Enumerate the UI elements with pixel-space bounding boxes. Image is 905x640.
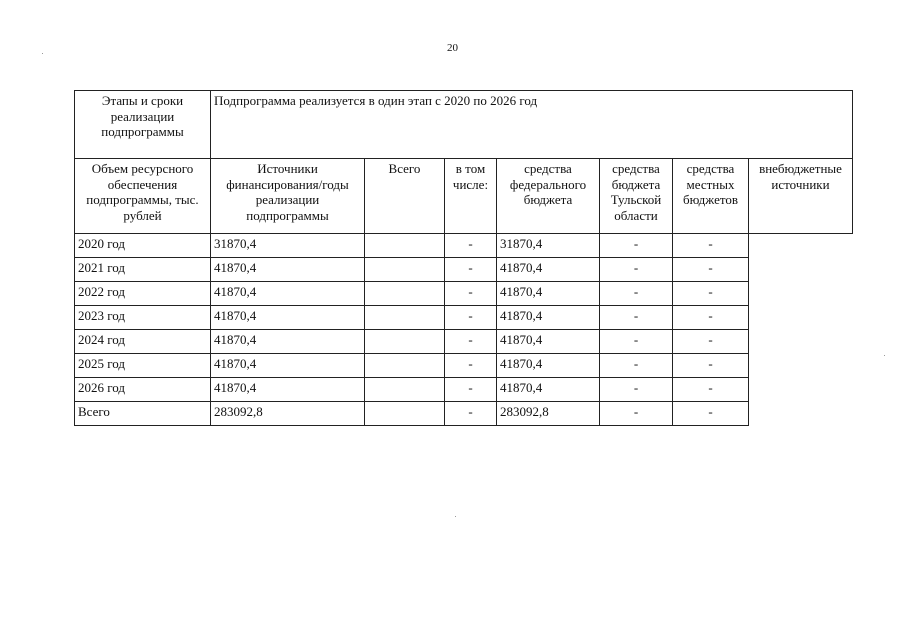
extrabudgetary-cell: - — [673, 234, 749, 258]
header-regional: средства бюджета Тульской области — [600, 159, 673, 234]
federal-cell: - — [445, 402, 497, 426]
stages-label: Этапы и сроки реализации подпрограммы — [75, 91, 211, 159]
header-total: Всего — [365, 159, 445, 234]
funding-row — [75, 354, 853, 378]
year-cell: 2022 год — [75, 282, 211, 306]
funding-row — [75, 378, 853, 402]
stages-row — [75, 91, 853, 159]
local-cell: - — [600, 378, 673, 402]
extrabudgetary-cell: - — [673, 258, 749, 282]
funding-row — [75, 330, 853, 354]
year-cell: 2023 год — [75, 306, 211, 330]
header-federal: средства федерального бюджета — [497, 159, 600, 234]
year-cell: 2020 год — [75, 234, 211, 258]
federal-cell: - — [445, 258, 497, 282]
local-cell: - — [600, 330, 673, 354]
regional-cell: 41870,4 — [497, 330, 600, 354]
including-cell — [365, 258, 445, 282]
scan-speck — [884, 355, 885, 356]
stages-value: Подпрограмма реализуется в один этап с 2020 по 2026 год — [211, 91, 853, 159]
year-cell: 2024 год — [75, 330, 211, 354]
extrabudgetary-cell: - — [673, 402, 749, 426]
year-cell: 2026 год — [75, 378, 211, 402]
extrabudgetary-cell: - — [673, 306, 749, 330]
federal-cell: - — [445, 378, 497, 402]
local-cell: - — [600, 282, 673, 306]
total-cell: 41870,4 — [211, 282, 365, 306]
year-cell: 2021 год — [75, 258, 211, 282]
extrabudgetary-cell: - — [673, 354, 749, 378]
including-cell — [365, 282, 445, 306]
header-sources: Источники финансирования/годы реализации подпрограммы — [211, 159, 365, 234]
regional-cell: 41870,4 — [497, 378, 600, 402]
scan-speck — [42, 53, 43, 54]
funding-row — [75, 282, 853, 306]
local-cell: - — [600, 402, 673, 426]
regional-cell: 41870,4 — [497, 282, 600, 306]
extrabudgetary-cell: - — [673, 378, 749, 402]
federal-cell: - — [445, 330, 497, 354]
total-cell: 283092,8 — [211, 402, 365, 426]
including-cell — [365, 402, 445, 426]
regional-cell: 41870,4 — [497, 258, 600, 282]
local-cell: - — [600, 234, 673, 258]
funding-row — [75, 258, 853, 282]
header-extrabudgetary: внебюджетные источники — [749, 159, 853, 234]
local-cell: - — [600, 354, 673, 378]
regional-cell: 31870,4 — [497, 234, 600, 258]
header-local: средства местных бюджетов — [673, 159, 749, 234]
subprogram-passport-table — [74, 90, 853, 426]
regional-cell: 283092,8 — [497, 402, 600, 426]
total-cell: 31870,4 — [211, 234, 365, 258]
funding-row — [75, 402, 853, 426]
funding-row — [75, 234, 853, 258]
including-cell — [365, 354, 445, 378]
funding-label: Объем ресурсного обеспечения подпрограммы, тыс. рублей — [75, 159, 211, 234]
year-cell: Всего — [75, 402, 211, 426]
total-cell: 41870,4 — [211, 354, 365, 378]
total-cell: 41870,4 — [211, 378, 365, 402]
year-cell: 2025 год — [75, 354, 211, 378]
scan-speck — [455, 516, 456, 517]
total-cell: 41870,4 — [211, 306, 365, 330]
funding-header-row — [75, 159, 853, 234]
including-cell — [365, 306, 445, 330]
including-cell — [365, 330, 445, 354]
extrabudgetary-cell: - — [673, 282, 749, 306]
local-cell: - — [600, 258, 673, 282]
extrabudgetary-cell: - — [673, 330, 749, 354]
local-cell: - — [600, 306, 673, 330]
regional-cell: 41870,4 — [497, 306, 600, 330]
regional-cell: 41870,4 — [497, 354, 600, 378]
federal-cell: - — [445, 354, 497, 378]
including-cell — [365, 378, 445, 402]
federal-cell: - — [445, 282, 497, 306]
federal-cell: - — [445, 234, 497, 258]
federal-cell: - — [445, 306, 497, 330]
including-cell — [365, 234, 445, 258]
total-cell: 41870,4 — [211, 258, 365, 282]
total-cell: 41870,4 — [211, 330, 365, 354]
page-number: 20 — [447, 42, 458, 54]
funding-row — [75, 306, 853, 330]
header-including: в том числе: — [445, 159, 497, 234]
